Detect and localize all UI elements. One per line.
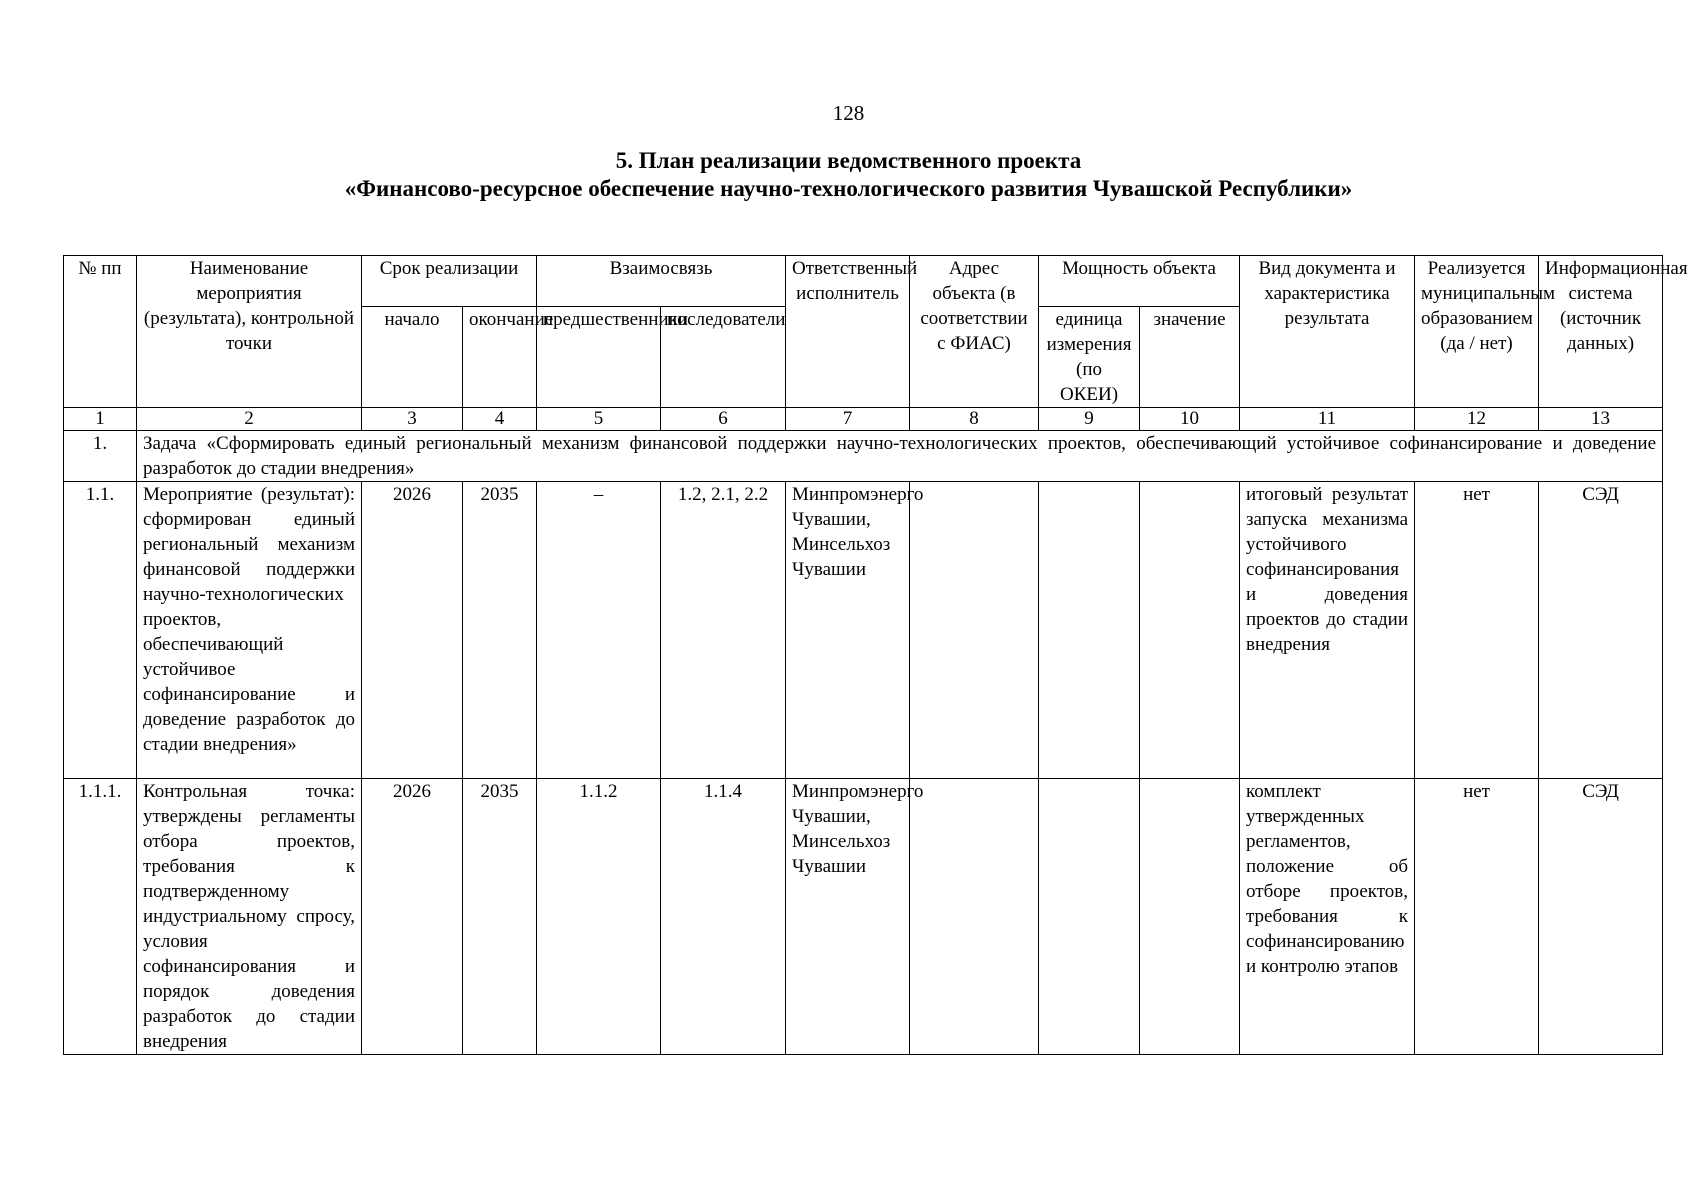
row-address <box>910 779 1039 1055</box>
column-number: 6 <box>661 408 786 431</box>
column-number: 10 <box>1140 408 1240 431</box>
task-row <box>64 431 1663 482</box>
header-address: Адрес объекта (в соответствии с ФИАС) <box>910 256 1039 408</box>
header-relation: Взаимосвязь <box>537 256 786 307</box>
title-line-1: 5. План реализации ведомственного проекта <box>615 148 1082 173</box>
header-term: Срок реализации <box>362 256 537 307</box>
row-municipal: нет <box>1415 482 1539 779</box>
column-number: 8 <box>910 408 1039 431</box>
row-unit <box>1039 779 1140 1055</box>
header-info-system: Информационная система (источник данных) <box>1539 256 1663 408</box>
row-predecessors: 1.1.2 <box>537 779 661 1055</box>
column-number: 13 <box>1539 408 1663 431</box>
header-term-start: начало <box>362 307 463 408</box>
row-address <box>910 482 1039 779</box>
row-unit <box>1039 482 1140 779</box>
header-capacity: Мощность объекта <box>1039 256 1240 307</box>
header-doc-type: Вид документа и характеристика результата <box>1240 256 1415 408</box>
row-name: Контрольная точка: утверждены регламенты отбора проектов, требования к подтвержденному индустриальному спросу, условия софинансирования и порядок доведения разработок до стадии внедрения <box>137 779 362 1055</box>
page-number: 128 <box>832 101 865 125</box>
column-number: 9 <box>1039 408 1140 431</box>
column-numbers-row <box>64 408 1663 431</box>
table-row <box>64 482 1663 779</box>
column-number: 5 <box>537 408 661 431</box>
row-value <box>1140 482 1240 779</box>
header-num: № пп <box>64 256 137 408</box>
header-predecessors: предшественники <box>537 307 661 408</box>
header-term-end: окончание <box>463 307 537 408</box>
column-number: 12 <box>1415 408 1539 431</box>
column-number: 1 <box>64 408 137 431</box>
header-row-1 <box>64 256 1663 307</box>
column-number: 3 <box>362 408 463 431</box>
row-doc-type: итоговый результат запуска механизма устойчивого софинансирования и доведения проектов до стадии внедрения <box>1240 482 1415 779</box>
header-successors: последователи <box>661 307 786 408</box>
plan-table <box>63 255 1688 1055</box>
row-start: 2026 <box>362 779 463 1055</box>
row-start: 2026 <box>362 482 463 779</box>
row-end: 2035 <box>463 482 537 779</box>
row-info-system: СЭД <box>1539 779 1663 1055</box>
row-doc-type: комплект утвержденных регламентов, положение об отборе проектов, требования к софинансированию и контролю этапов <box>1240 779 1415 1055</box>
document-title <box>0 147 1697 203</box>
column-number: 4 <box>463 408 537 431</box>
row-value <box>1140 779 1240 1055</box>
header-value: значение <box>1140 307 1240 408</box>
row-municipal: нет <box>1415 779 1539 1055</box>
column-number: 11 <box>1240 408 1415 431</box>
row-responsible: Минпромэнерго Чувашии, Минсельхоз Чувашии <box>786 482 910 779</box>
row-responsible: Минпромэнерго Чувашии, Минсельхоз Чувашии <box>786 779 910 1055</box>
table-row <box>64 779 1663 1055</box>
title-line-2: «Финансово-ресурсное обеспечение научно-технологического развития Чувашской Республики» <box>344 176 1353 201</box>
column-number: 2 <box>137 408 362 431</box>
column-number: 7 <box>786 408 910 431</box>
row-end: 2035 <box>463 779 537 1055</box>
row-predecessors: – <box>537 482 661 779</box>
row-number: 1.1. <box>64 482 137 779</box>
header-name: Наименование мероприятия (результата), контрольной точки <box>137 256 362 408</box>
task-text: Задача «Сформировать единый региональный механизм финансовой поддержки научно-технологических проектов, обеспечивающий устойчивое софинансирование и доведение разработок до стадии внедрения» <box>137 431 1663 482</box>
row-name: Мероприятие (результат): сформирован единый региональный механизм финансовой поддержки научно-технологических проектов, обеспечивающий устойчивое софинансирование и доведение разработок до стадии внедрения» <box>137 482 362 779</box>
header-municipal: Реализуется муниципальным образованием (да / нет) <box>1415 256 1539 408</box>
row-number: 1.1.1. <box>64 779 137 1055</box>
row-info-system: СЭД <box>1539 482 1663 779</box>
header-unit: единица измерения (по ОКЕИ) <box>1039 307 1140 408</box>
task-number: 1. <box>64 431 137 482</box>
row-successors: 1.1.4 <box>661 779 786 1055</box>
row-successors: 1.2, 2.1, 2.2 <box>661 482 786 779</box>
header-responsible: Ответственный исполнитель <box>786 256 910 408</box>
